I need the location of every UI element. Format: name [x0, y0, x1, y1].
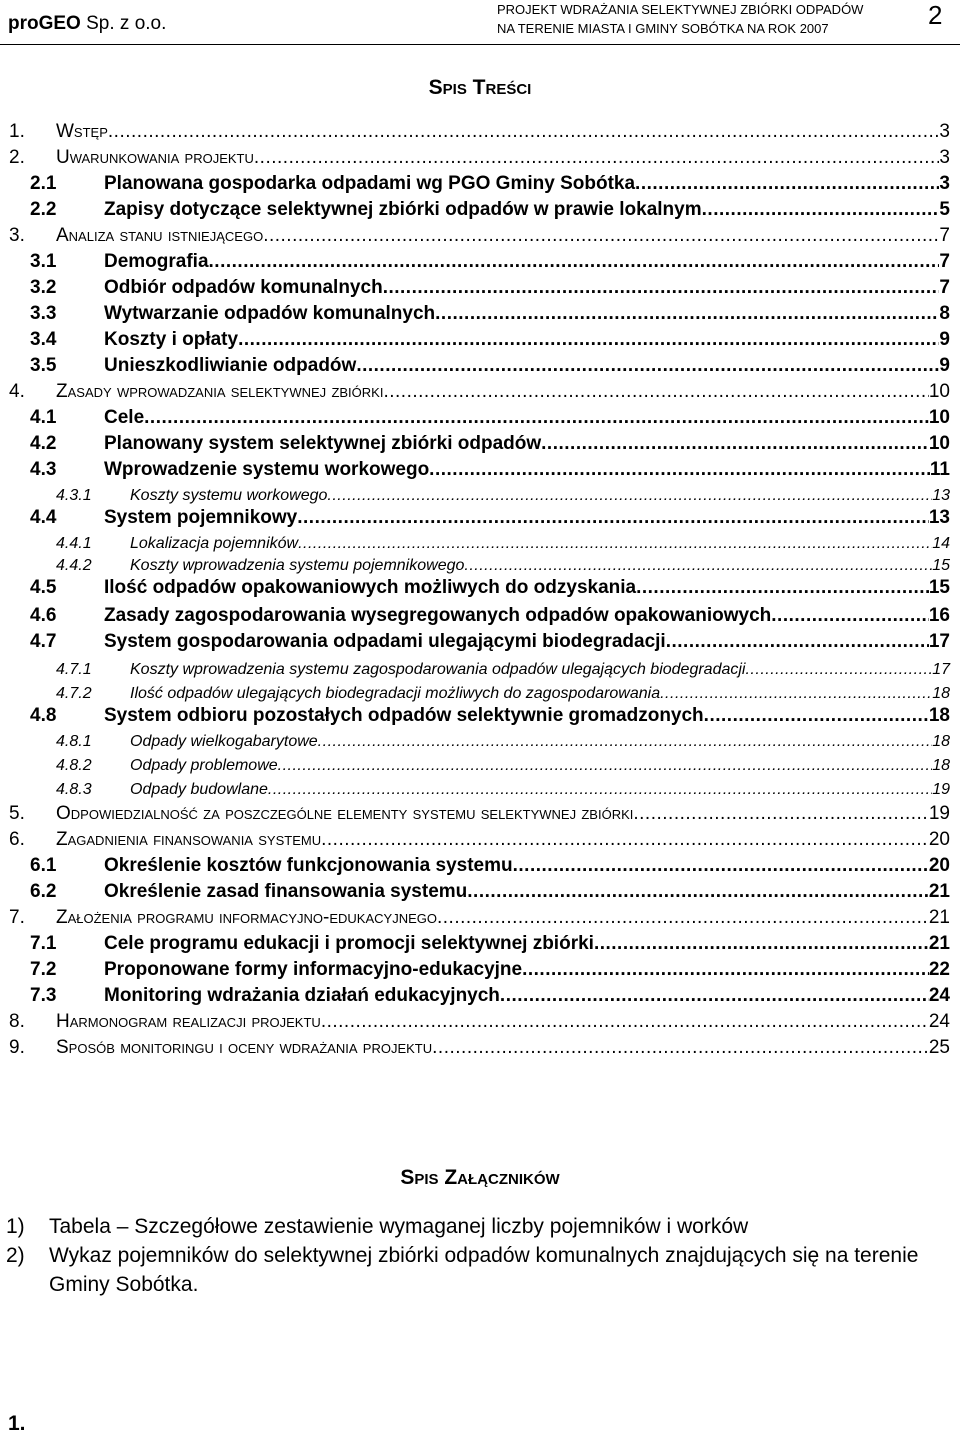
- toc-dot-leader: [144, 407, 929, 429]
- toc-entry-page: 22: [928, 959, 950, 980]
- toc-entry-title: Unieszkodliwianie odpadów: [104, 355, 357, 376]
- footer-number: 1.: [8, 1412, 26, 1435]
- toc-entry-page: 18: [932, 685, 950, 702]
- toc-entry-title: Odpady budowlane: [130, 781, 268, 798]
- toc-entry-number: 7.3: [30, 985, 57, 1006]
- toc-entry[interactable]: [0, 325, 960, 351]
- toc-entry-title: Planowany system selektywnej zbiórki odpadów: [104, 433, 542, 454]
- toc-dot-leader: [254, 147, 940, 169]
- toc-entry-page: 21: [928, 907, 950, 928]
- toc-entry[interactable]: [0, 825, 960, 851]
- toc-entry-title: Koszty systemu workowego: [130, 487, 328, 504]
- toc-entry-page: 25: [928, 1037, 950, 1058]
- toc-entry-number: 1.: [9, 121, 25, 142]
- toc-entry-number: 4.5: [30, 577, 57, 598]
- toc-entry-page: 19: [928, 803, 950, 824]
- toc-dot-leader: [500, 985, 929, 1007]
- toc-entry[interactable]: [0, 503, 960, 529]
- toc-entry-number: 7.2: [30, 959, 57, 980]
- toc-dot-leader: [522, 959, 929, 981]
- toc-entry-page: 7: [939, 225, 950, 246]
- toc-dot-leader: [435, 303, 939, 325]
- toc-entry-title: Określenie kosztów funkcjonowania systemu: [104, 855, 513, 876]
- toc-entry[interactable]: [0, 601, 960, 627]
- toc-entry-number: 7.: [9, 907, 25, 928]
- toc-dot-leader: [383, 381, 928, 403]
- toc-dot-leader: [666, 631, 929, 653]
- toc-entry[interactable]: [0, 627, 960, 653]
- toc-entry-page: 11: [929, 459, 950, 480]
- toc-entry-title: Zasady wprowadzania selektywnej zbiórki: [56, 381, 384, 402]
- toc-dot-leader: [209, 251, 940, 273]
- toc-dot-leader: [541, 433, 929, 455]
- toc-dot-leader: [771, 605, 929, 627]
- toc-entry-number: 2.1: [30, 173, 57, 194]
- toc-dot-leader: [268, 781, 932, 799]
- toc-entry-title: Koszty i opłaty: [104, 329, 239, 350]
- toc-entry[interactable]: [0, 725, 960, 751]
- toc-entry-number: 4.8.1: [56, 733, 92, 750]
- project-title-line2: NA TERENIE MIASTA I GMINY SOBÓTKA NA ROK 2007: [497, 21, 829, 36]
- toc-dot-leader: [321, 1011, 929, 1033]
- project-title-line1: PROJEKT WDRAŻANIA SELEKTYWNEJ ZBIÓRKI ODPADÓW: [497, 2, 864, 17]
- toc-entry[interactable]: [0, 573, 960, 599]
- toc-entry-number: 3.1: [30, 251, 57, 272]
- toc-entry-number: 4.4.1: [56, 535, 92, 552]
- toc-dot-leader: [238, 329, 939, 351]
- toc-entry-title: Wytwarzanie odpadów komunalnych: [104, 303, 436, 324]
- toc-entry-page: 3: [939, 147, 950, 168]
- toc-entry-number: 2.: [9, 147, 25, 168]
- toc-entry[interactable]: [0, 773, 960, 799]
- attachment-item: [6, 1241, 950, 1299]
- toc-dot-leader: [429, 459, 930, 481]
- toc-heading: Spis Treści: [428, 76, 532, 99]
- toc-entry-number: 4.8: [30, 705, 57, 726]
- toc-entry-title: Wstęp: [56, 121, 108, 142]
- toc-dot-leader: [383, 277, 940, 299]
- toc-entry[interactable]: [0, 351, 960, 377]
- toc-entry-title: Cele: [104, 407, 145, 428]
- toc-dot-leader: [594, 933, 929, 955]
- toc-entry-title: Zapisy dotyczące selektywnej zbiórki odpadów w prawie lokalnym: [104, 199, 702, 220]
- toc-entry-page: 14: [932, 535, 950, 552]
- toc-dot-leader: [702, 199, 940, 221]
- toc-entry-number: 5.: [9, 803, 25, 824]
- toc-entry-title: Cele programu edukacji i promocji selektywnej zbiórki: [104, 933, 594, 954]
- toc-entry-page: 20: [928, 829, 950, 850]
- toc-entry-page: 16: [928, 605, 950, 626]
- toc-entry[interactable]: [0, 851, 960, 877]
- toc-entry-title: Zasady zagospodarowania wysegregowanych odpadów opakowaniowych: [104, 605, 772, 626]
- toc-entry-page: 15: [928, 577, 950, 598]
- attachment-text: Wykaz pojemników do selektywnej zbiórki odpadów komunalnych znajdujących się na terenie Gminy Sobótka.: [49, 1244, 919, 1296]
- attachment-number: 2): [6, 1244, 25, 1267]
- toc-entry[interactable]: [0, 377, 960, 403]
- toc-dot-leader: [356, 355, 939, 377]
- toc-entry-number: 4.4.2: [56, 557, 92, 574]
- toc-entry-number: 4.7.1: [56, 661, 92, 678]
- toc-entry[interactable]: [0, 1007, 960, 1033]
- toc-entry[interactable]: [0, 1033, 960, 1059]
- toc-entry-page: 21: [928, 933, 950, 954]
- toc-entry[interactable]: [0, 955, 960, 981]
- toc-dot-leader: [263, 225, 939, 247]
- header-divider: [0, 44, 960, 45]
- toc-entry-number: 4.2: [30, 433, 57, 454]
- toc-entry[interactable]: [0, 429, 960, 455]
- toc-entry-title: Koszty wprowadzenia systemu pojemnikowego: [130, 557, 465, 574]
- toc-dot-leader: [432, 1037, 929, 1059]
- toc-entry-page: 20: [928, 855, 950, 876]
- toc-dot-leader: [467, 881, 929, 903]
- toc-dot-leader: [513, 855, 929, 877]
- toc-entry-title: Koszty wprowadzenia systemu zagospodarowania odpadów ulegających biodegradacji: [130, 661, 746, 678]
- toc-entry-number: 8.: [9, 1011, 25, 1032]
- toc-entry-title: Sposób monitoringu i oceny wdrażania projektu: [56, 1037, 433, 1058]
- toc-entry[interactable]: [0, 143, 960, 169]
- toc-entry-page: 5: [939, 199, 950, 220]
- toc-entry-number: 2.2: [30, 199, 57, 220]
- toc-entry-number: 4.8.2: [56, 757, 92, 774]
- toc-entry-title: Lokalizacja pojemników: [130, 535, 299, 552]
- toc-entry-number: 3.4: [30, 329, 57, 350]
- toc-dot-leader: [321, 829, 929, 851]
- toc-entry[interactable]: [0, 677, 960, 703]
- toc-dot-leader: [636, 577, 929, 599]
- toc-entry-number: 4.: [9, 381, 25, 402]
- toc-entry-title: Odpady wielkogabarytowe: [130, 733, 318, 750]
- toc-entry[interactable]: [0, 549, 960, 575]
- toc-dot-leader: [437, 907, 929, 929]
- toc-entry-number: 9.: [9, 1037, 25, 1058]
- toc-entry-number: 6.1: [30, 855, 57, 876]
- toc-entry-page: 24: [928, 1011, 950, 1032]
- toc-entry[interactable]: [0, 273, 960, 299]
- toc-entry-number: 3.3: [30, 303, 57, 324]
- toc-dot-leader: [108, 121, 940, 143]
- toc-entry[interactable]: [0, 799, 960, 825]
- toc-entry-page: 9: [939, 329, 950, 350]
- toc-entry-number: 4.8.3: [56, 781, 92, 798]
- attachment-item: [6, 1212, 950, 1241]
- toc-entry-page: 21: [928, 881, 950, 902]
- toc-entry-title: Odpowiedzialność za poszczególne elementy systemu selektywnej zbiórki: [56, 803, 634, 824]
- toc-entry[interactable]: [0, 903, 960, 929]
- toc-entry[interactable]: [0, 169, 960, 195]
- toc-entry-page: 17: [932, 661, 950, 678]
- toc-entry-title: Demografia: [104, 251, 209, 272]
- toc-entry-page: 10: [928, 433, 950, 454]
- toc-entry-page: 3: [939, 173, 950, 194]
- toc-entry[interactable]: [0, 403, 960, 429]
- toc-entry-page: 13: [928, 507, 950, 528]
- toc-entry-number: 4.3.1: [56, 487, 92, 504]
- toc-entry-page: 18: [932, 733, 950, 750]
- toc-entry-page: 24: [928, 985, 950, 1006]
- toc-entry-title: Harmonogram realizacji projektu: [56, 1011, 321, 1032]
- toc-entry-number: 6.2: [30, 881, 57, 902]
- attachments-heading: Spis Załączników: [400, 1166, 560, 1189]
- toc-entry-number: 7.1: [30, 933, 57, 954]
- toc-entry-page: 15: [932, 557, 950, 574]
- toc-entry[interactable]: [0, 117, 960, 143]
- toc-entry-page: 3: [939, 121, 950, 142]
- toc-entry-number: 4.4: [30, 507, 57, 528]
- toc-entry-number: 4.6: [30, 605, 57, 626]
- toc-entry-page: 18: [928, 705, 950, 726]
- toc-entry-title: Określenie zasad finansowania systemu: [104, 881, 468, 902]
- attachment-text: Tabela – Szczegółowe zestawienie wymaganej liczby pojemników i worków: [49, 1215, 749, 1238]
- toc-entry[interactable]: [0, 877, 960, 903]
- toc-entry-number: 3.: [9, 225, 25, 246]
- toc-entry-number: 4.1: [30, 407, 57, 428]
- toc-entry-title: Analiza stanu istniejącego: [56, 225, 264, 246]
- toc-entry[interactable]: [0, 749, 960, 775]
- toc-entry[interactable]: [0, 195, 960, 221]
- toc-entry-title: System gospodarowania odpadami ulegającymi biodegradacji: [104, 631, 666, 652]
- toc-entry-page: 8: [939, 303, 950, 324]
- toc-dot-leader: [633, 803, 928, 825]
- toc-entry-page: 18: [932, 757, 950, 774]
- page-header: [0, 0, 960, 42]
- page-number: 2: [928, 0, 943, 30]
- toc-entry-title: Proponowane formy informacyjno-edukacyjne: [104, 959, 523, 980]
- toc-entry-page: 19: [932, 781, 950, 798]
- toc-entry[interactable]: [0, 299, 960, 325]
- toc-entry-number: 6.: [9, 829, 25, 850]
- toc-entry-page: 10: [928, 407, 950, 428]
- toc-entry[interactable]: [0, 653, 960, 679]
- company-name-rest: Sp. z o.o.: [80, 13, 167, 34]
- toc-entry-title: System pojemnikowy: [104, 507, 298, 528]
- toc-entry[interactable]: [0, 479, 960, 505]
- toc-entry-title: System odbioru pozostałych odpadów selektywnie gromadzonych: [104, 705, 704, 726]
- toc-entry-title: Monitoring wdrażania działań edukacyjnych: [104, 985, 500, 1006]
- toc-entry-page: 7: [939, 277, 950, 298]
- toc-entry-title: Wprowadzenie systemu workowego: [104, 459, 430, 480]
- toc-entry-number: 3.2: [30, 277, 57, 298]
- toc-entry-page: 10: [928, 381, 950, 402]
- toc-dot-leader: [704, 705, 929, 727]
- toc-entry-title: Zagadnienia finansowania systemu: [56, 829, 322, 850]
- toc-dot-leader: [635, 173, 939, 195]
- toc-entry[interactable]: [0, 455, 960, 481]
- toc-entry-number: 4.7.2: [56, 685, 92, 702]
- toc-entry[interactable]: [0, 247, 960, 273]
- toc-entry-number: 4.3: [30, 459, 57, 480]
- toc-entry[interactable]: [0, 701, 960, 727]
- toc-entry-number: 4.7: [30, 631, 57, 652]
- toc-entry-number: 3.5: [30, 355, 57, 376]
- company-name: [8, 13, 166, 35]
- toc-entry-title: Ilość odpadów ulegających biodegradacji możliwych do zagospodarowania: [130, 685, 661, 702]
- toc-entry-title: Odpady problemowe: [130, 757, 278, 774]
- toc-entry-page: 9: [939, 355, 950, 376]
- toc-entry-title: Założenia programu informacyjno-edukacyjnego: [56, 907, 437, 928]
- toc-entry-title: Uwarunkowania projektu: [56, 147, 254, 168]
- toc-entry-page: 13: [932, 487, 950, 504]
- toc-entry-page: 7: [939, 251, 950, 272]
- toc-entry[interactable]: [0, 981, 960, 1007]
- toc-entry-title: Ilość odpadów opakowaniowych możliwych do odzyskania: [104, 577, 637, 598]
- toc-entry[interactable]: [0, 929, 960, 955]
- toc-entry-page: 17: [928, 631, 950, 652]
- toc-dot-leader: [297, 507, 929, 529]
- toc-entry-title: Planowana gospodarka odpadami wg PGO Gminy Sobótka: [104, 173, 636, 194]
- project-title: [497, 0, 863, 38]
- toc-entry-title: Odbiór odpadów komunalnych: [104, 277, 383, 298]
- toc-entry[interactable]: [0, 221, 960, 247]
- attachment-number: 1): [6, 1215, 25, 1238]
- company-name-bold: proGEO: [8, 13, 81, 34]
